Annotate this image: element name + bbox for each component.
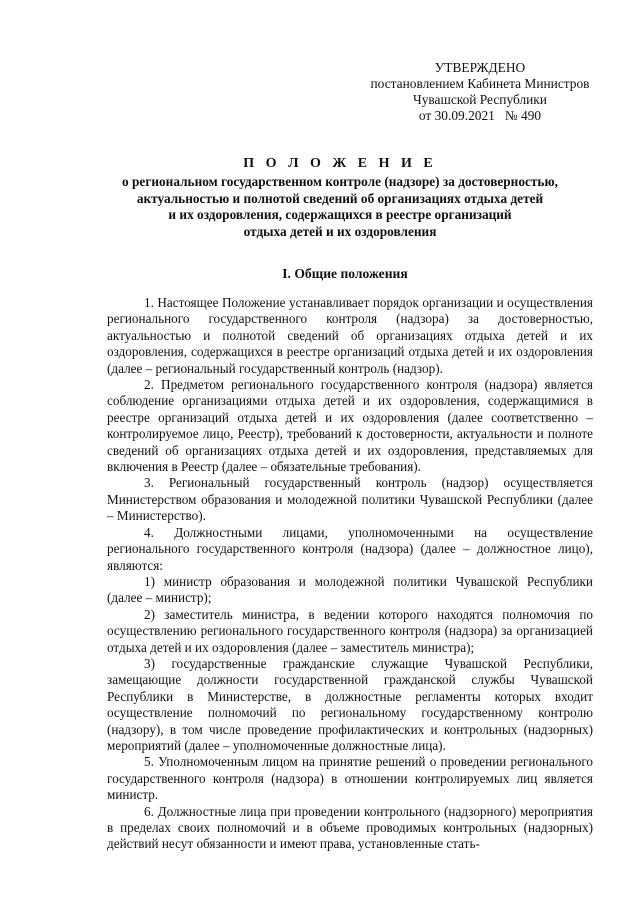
approval-date-number: от 30.09.2021 № 490 — [418, 108, 542, 123]
paragraph: 1. Настоящее Положение устанавливает порядок организации и осуществления регионального государственного контроля (надзора) за достоверностью, актуальностью и полнотой сведений об организациях отдыха детей и их оздоровления, содержащихся в реестре организаций отдыха детей и их оздоровления (далее – региональный государственный контроль (надзор). — [107, 295, 593, 376]
approval-region: Чувашской Республики — [413, 92, 547, 107]
paragraph: 2) заместитель министра, в ведении которого находятся полномочия по осуществлению регионального государственного контроля (надзора) за организацией отдыха детей и их оздоровления (далее – заместитель министра); — [107, 606, 593, 655]
paragraph: 1) министр образования и молодежной политики Чувашской Республики (далее – министр); — [107, 573, 593, 606]
approval-issuer: постановлением Кабинета Министров — [370, 76, 590, 91]
paragraph: 6. Должностные лица при проведении контрольного (надзорного) мероприятия в пределах своих полномочий и в объеме проводимых контрольных (надзорных) действий несут обязанности и имеют права, установленные стать- — [107, 803, 593, 852]
paragraph: 3) государственные гражданские служащие Чувашской Республики, замещающие должности государственной гражданской службы Чувашской Республики в Министерстве, в должностные регламенты которых входит осуществление полномочий по региональному государственному контролю (надзору), в том числе проведение профилактических и контрольных (надзорных) мероприятий (далее – уполномоченные должностные лица). — [107, 655, 593, 753]
section-title: I. Общие положения — [282, 266, 408, 281]
title-line-1: о региональном государственном контроле (надзоре) за достоверностью, — [122, 174, 558, 189]
paragraph: 2. Предметом регионального государственного контроля (надзора) является соблюдение организациями отдыха детей и их оздоровления, содержащимися в реестре организаций отдыха детей и их оздоровления (далее соответственно – контролируемое лицо, Реестр), требований к достоверности, актуальности и полноте сведений об организациях отдыха детей и их оздоровления, представляемых для включения в Реестр (далее – обязательные требования). — [107, 377, 593, 475]
document-body — [107, 295, 593, 853]
title-heading: П О Л О Ж Е Н И Е — [243, 156, 437, 171]
title-line-3: и их оздоровления, содержащихся в реестре организаций — [168, 207, 512, 222]
paragraph: 5. Уполномоченным лицом на принятие решений о проведении регионального государственного контроля (надзора) в отношении контролируемых лиц является министр. — [107, 754, 593, 803]
document-title — [100, 155, 580, 240]
paragraph: 3. Региональный государственный контроль (надзор) осуществляется Министерством образования и молодежной политики Чувашской Республики (далее – Министерство). — [107, 475, 593, 524]
title-line-4: отдыха детей и их оздоровления — [243, 223, 437, 239]
approval-stamp — [360, 60, 600, 124]
title-line-2: актуальностью и полнотой сведений об организациях отдыха детей — [136, 190, 544, 206]
approval-heading: УТВЕРЖДЕНО — [434, 60, 526, 75]
paragraph: 4. Должностными лицами, уполномоченными на осуществление регионального государственного контроля (надзора) (далее – должностное лицо), являются: — [107, 524, 593, 573]
